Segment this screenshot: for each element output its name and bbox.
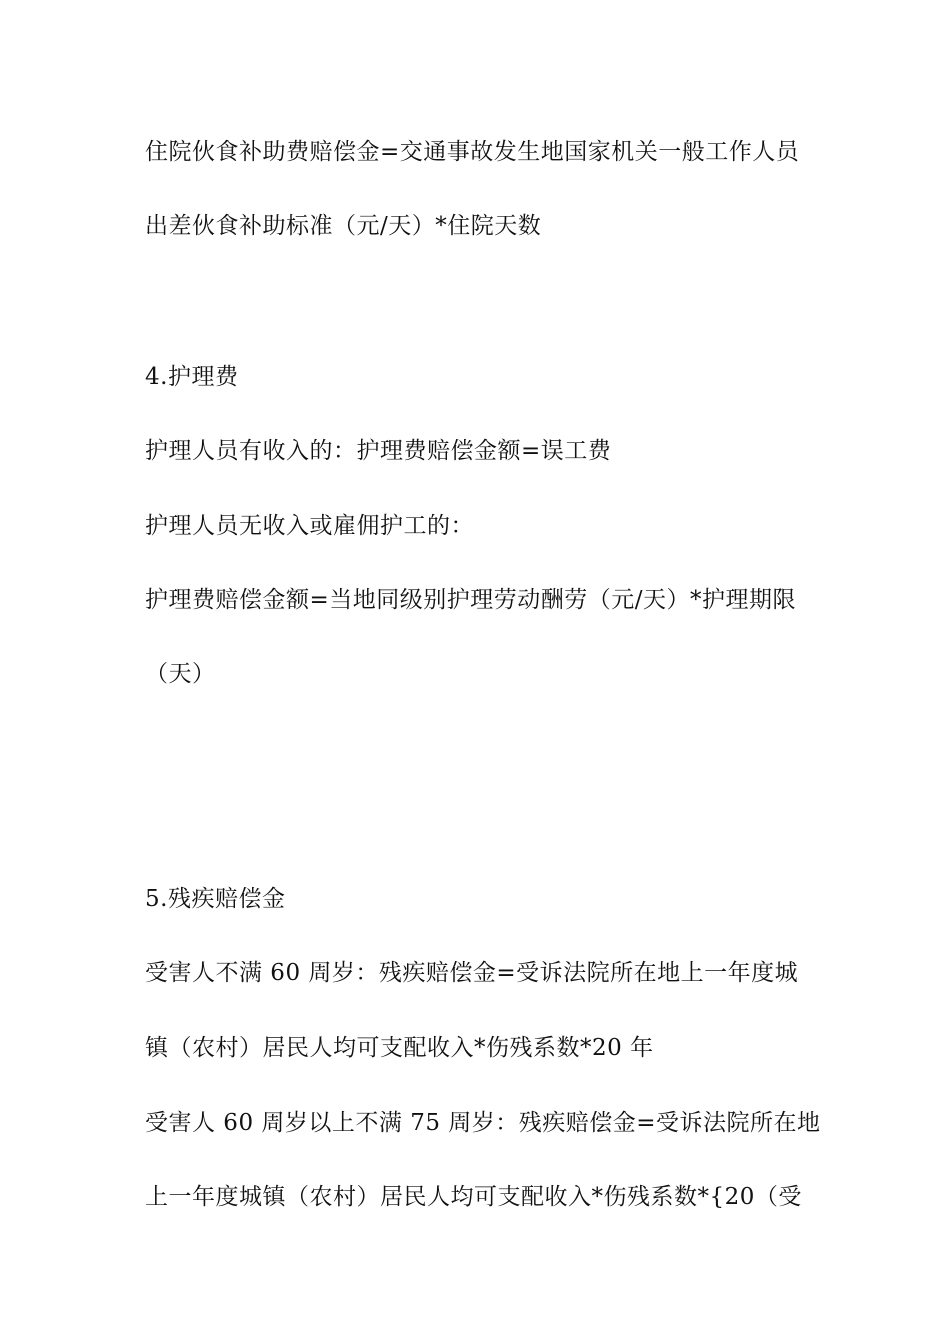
paragraph-line: 护理人员无收入或雇佣护工的： xyxy=(145,513,474,539)
paragraph-line: 受害人不满 60 周岁：残疾赔偿金=受诉法院所在地上一年度城 xyxy=(145,960,799,986)
paragraph-line: （天） xyxy=(145,661,216,687)
paragraph-line: 受害人 60 周岁以上不满 75 周岁：残疾赔偿金=受诉法院所在地 xyxy=(145,1110,821,1136)
paragraph-line: 镇（农村）居民人均可支配收入*伤残系数*20 年 xyxy=(145,1035,654,1061)
section-heading-nursing-fee: 4.护理费 xyxy=(145,364,239,390)
paragraph-line: 住院伙食补助费赔偿金=交通事故发生地国家机关一般工作人员 xyxy=(145,139,800,165)
paragraph-line: 上一年度城镇（农村）居民人均可支配收入*伤残系数*{20（受 xyxy=(145,1184,802,1210)
paragraph-line: 出差伙食补助标准（元/天）*住院天数 xyxy=(145,213,542,239)
section-heading-disability-compensation: 5.残疾赔偿金 xyxy=(145,886,286,912)
paragraph-line: 护理费赔偿金额=当地同级别护理劳动酬劳（元/天）*护理期限 xyxy=(145,587,797,613)
paragraph-line: 护理人员有收入的：护理费赔偿金额=误工费 xyxy=(145,438,612,464)
